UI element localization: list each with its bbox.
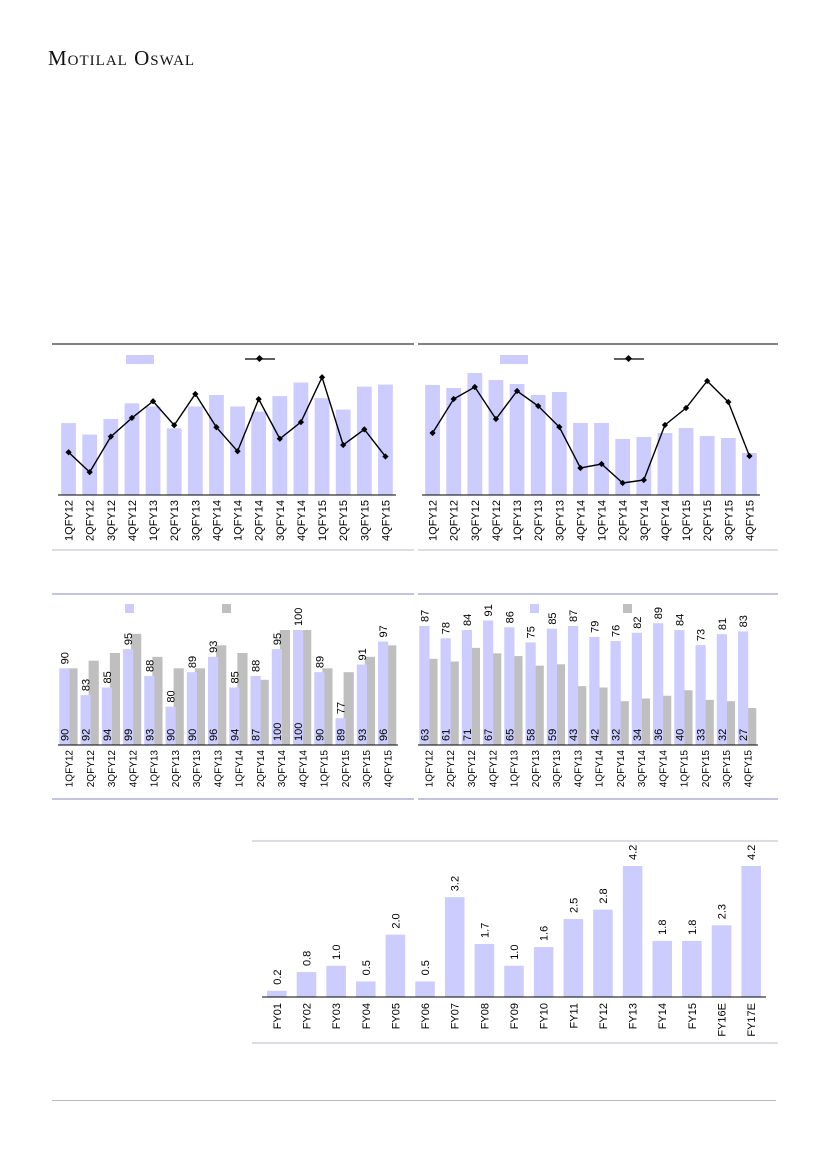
data-label-series-2: 40 xyxy=(674,728,687,741)
x-tick-label: 4QFY14 xyxy=(298,750,310,788)
x-tick-label: FY05 xyxy=(390,1003,403,1030)
data-label-series-2: 36 xyxy=(653,728,666,741)
bar xyxy=(415,981,435,997)
x-tick-label: 1QFY14 xyxy=(232,500,245,541)
data-label-series-2: 87 xyxy=(250,728,263,741)
x-tick-label: 1QFY13 xyxy=(148,500,161,541)
x-tick-label: 2QFY15 xyxy=(702,500,715,541)
x-tick-label: 4QFY15 xyxy=(380,500,393,541)
data-label-series-2: 100 xyxy=(293,722,306,741)
bar xyxy=(378,385,393,495)
bar xyxy=(510,384,525,495)
data-label-series-1: 85 xyxy=(546,612,559,625)
data-label-series-1: 97 xyxy=(378,625,391,638)
x-tick-label: 2QFY14 xyxy=(615,750,627,788)
data-label-series-1: 84 xyxy=(461,613,474,627)
bar xyxy=(658,433,673,495)
data-label-series-2: 71 xyxy=(461,728,474,741)
x-tick-label: FY14 xyxy=(657,1003,670,1030)
x-tick-label: 1QFY14 xyxy=(234,750,246,788)
x-tick-label: FY02 xyxy=(301,1003,314,1030)
x-tick-label: 1QFY12 xyxy=(63,500,76,541)
chart-5 xyxy=(252,835,778,1047)
bar xyxy=(294,383,309,496)
data-label-series-2: 59 xyxy=(546,728,559,741)
chart-4 xyxy=(418,588,778,803)
data-label-series-1: 77 xyxy=(335,701,348,715)
data-label-series-1: 90 xyxy=(59,652,72,665)
x-tick-label: 4QFY12 xyxy=(126,500,139,541)
bar-series-1 xyxy=(738,631,751,745)
x-tick-label: 3QFY13 xyxy=(190,500,203,541)
data-label-series-2: 63 xyxy=(419,728,432,741)
data-label: 3.2 xyxy=(449,875,462,892)
x-tick-label: FY12 xyxy=(597,1003,610,1030)
x-tick-label: 4QFY15 xyxy=(743,750,755,788)
legend-line-marker xyxy=(625,355,632,362)
bar xyxy=(489,380,504,495)
bar xyxy=(61,423,76,495)
x-tick-label: 4QFY14 xyxy=(659,500,672,541)
x-tick-label: FY06 xyxy=(420,1003,433,1030)
bar xyxy=(534,947,554,997)
bar xyxy=(446,388,461,495)
data-label-series-2: 34 xyxy=(631,728,644,741)
bar xyxy=(445,897,465,997)
data-label-series-1: 89 xyxy=(186,655,199,669)
data-label: 2.0 xyxy=(390,913,403,929)
x-tick-label: 3QFY13 xyxy=(192,750,204,788)
bar xyxy=(682,941,702,997)
x-tick-label: 1QFY12 xyxy=(427,500,440,541)
x-tick-label: 2QFY14 xyxy=(253,500,266,541)
data-label-series-2: 100 xyxy=(271,722,284,741)
data-label: 4.2 xyxy=(627,844,640,860)
bar-series-1 xyxy=(462,630,472,745)
data-label-series-2: 96 xyxy=(208,728,221,741)
x-tick-label: FY10 xyxy=(538,1003,551,1030)
x-tick-label: FY01 xyxy=(271,1003,284,1030)
x-tick-label: 3QFY12 xyxy=(469,500,482,541)
x-tick-label: 3QFY14 xyxy=(638,500,651,541)
bar xyxy=(700,436,715,495)
x-tick-label: 2QFY13 xyxy=(170,750,182,788)
data-label-series-2: 90 xyxy=(314,728,327,741)
data-label-series-1: 79 xyxy=(589,620,602,633)
x-tick-label: FY07 xyxy=(449,1003,462,1030)
x-tick-label: FY03 xyxy=(331,1003,344,1030)
data-label-series-1: 84 xyxy=(674,613,687,627)
bar xyxy=(188,406,203,495)
x-tick-label: 1QFY12 xyxy=(64,750,76,788)
data-label-series-1: 83 xyxy=(738,615,751,628)
data-label-series-1: 95 xyxy=(123,632,136,646)
data-label: 0.5 xyxy=(360,960,373,976)
bar-series-1 xyxy=(568,626,581,745)
x-tick-label: FY04 xyxy=(360,1003,373,1030)
data-label: 1.6 xyxy=(538,925,551,942)
data-label: 2.3 xyxy=(716,903,729,920)
x-tick-label: FY16E xyxy=(716,1003,729,1037)
x-tick-label: 3QFY15 xyxy=(359,500,372,541)
x-tick-label: 1QFY13 xyxy=(149,750,161,788)
data-label-series-2: 89 xyxy=(335,728,348,741)
bar xyxy=(742,453,757,495)
x-tick-label: FY11 xyxy=(568,1003,581,1029)
line-point xyxy=(319,374,325,380)
bar xyxy=(209,395,224,495)
x-tick-label: 4QFY14 xyxy=(295,500,308,541)
x-tick-label: 1QFY13 xyxy=(512,500,525,541)
data-label: 2.5 xyxy=(568,897,581,914)
legend-line-marker xyxy=(256,355,263,362)
data-label-series-1: 86 xyxy=(504,611,517,624)
bar xyxy=(623,866,643,997)
x-tick-label: 1QFY13 xyxy=(509,750,521,788)
data-label-series-1: 100 xyxy=(293,607,306,626)
data-label-series-2: 90 xyxy=(186,728,199,741)
bar xyxy=(167,428,182,495)
x-tick-label: 1QFY14 xyxy=(594,750,606,788)
data-label-series-2: 93 xyxy=(144,728,157,741)
legend-swatch-2 xyxy=(623,604,632,613)
x-tick-label: 1QFY14 xyxy=(596,500,609,541)
data-label: 2.8 xyxy=(597,888,610,904)
legend-bar-swatch xyxy=(126,355,154,364)
x-tick-label: 3QFY15 xyxy=(723,500,736,541)
data-label-series-1: 87 xyxy=(419,609,432,622)
bar xyxy=(652,941,672,997)
x-tick-label: FY08 xyxy=(479,1003,492,1030)
x-tick-label: 4QFY12 xyxy=(488,750,500,788)
data-label: 1.8 xyxy=(686,919,699,935)
x-tick-label: 4QFY12 xyxy=(128,750,140,788)
data-label-series-1: 85 xyxy=(101,671,114,684)
bar xyxy=(425,385,440,495)
bar xyxy=(336,410,351,495)
x-tick-label: 3QFY13 xyxy=(554,500,567,541)
data-label-series-1: 85 xyxy=(229,671,242,684)
line-point xyxy=(256,396,262,402)
data-label-series-2: 94 xyxy=(229,728,242,741)
chart-2 xyxy=(418,338,778,553)
x-tick-label: 3QFY15 xyxy=(722,750,734,788)
data-label: 0.8 xyxy=(301,950,314,967)
bar xyxy=(251,412,266,495)
x-tick-label: 2QFY12 xyxy=(448,500,461,541)
bar xyxy=(357,387,372,495)
x-tick-label: 2QFY13 xyxy=(169,500,182,541)
data-label-series-2: 92 xyxy=(80,728,93,741)
data-label-series-2: 27 xyxy=(738,728,751,741)
bar xyxy=(467,373,482,495)
x-tick-label: 1QFY15 xyxy=(679,750,691,788)
data-label-series-1: 89 xyxy=(314,655,327,669)
bar xyxy=(615,439,630,495)
x-tick-label: 2QFY12 xyxy=(445,750,457,788)
x-tick-label: 2QFY13 xyxy=(533,500,546,541)
x-tick-label: 2QFY15 xyxy=(340,750,352,788)
bar-series-1 xyxy=(717,634,727,745)
x-tick-label: FY15 xyxy=(686,1003,699,1030)
x-tick-label: 1QFY15 xyxy=(317,500,330,541)
x-tick-label: 3QFY14 xyxy=(274,500,287,541)
data-label-series-2: 32 xyxy=(610,728,623,741)
data-label-series-1: 82 xyxy=(631,616,644,629)
data-label: 1.0 xyxy=(509,944,521,960)
data-label-series-2: 43 xyxy=(568,728,581,741)
data-label: 0.5 xyxy=(420,960,433,976)
bar xyxy=(272,396,287,495)
x-tick-label: 4QFY15 xyxy=(744,500,757,541)
data-label-series-2: 90 xyxy=(165,728,178,741)
data-label-series-2: 33 xyxy=(695,728,708,741)
x-tick-label: 1QFY12 xyxy=(424,750,436,788)
x-tick-label: 3QFY12 xyxy=(467,750,479,788)
legend-swatch-1 xyxy=(125,604,134,613)
x-tick-label: 4QFY13 xyxy=(573,750,585,788)
x-tick-label: FY13 xyxy=(627,1003,640,1030)
chart-1 xyxy=(52,338,414,553)
bar xyxy=(679,428,694,495)
bar xyxy=(531,395,546,495)
brand-logo: Motilal Oswal xyxy=(48,46,196,70)
bar xyxy=(564,919,584,997)
x-tick-label: 4QFY14 xyxy=(575,500,588,541)
data-label-series-1: 89 xyxy=(653,606,666,620)
bar-series-1 xyxy=(632,633,642,745)
bar xyxy=(594,423,609,495)
x-tick-label: 3QFY14 xyxy=(277,750,289,788)
data-label: 1.7 xyxy=(479,922,492,938)
data-label-series-2: 42 xyxy=(589,728,602,741)
footer-rule xyxy=(52,1100,776,1101)
data-label-series-1: 76 xyxy=(610,624,623,637)
bar-series-1 xyxy=(674,630,687,745)
data-label-series-2: 61 xyxy=(440,728,453,741)
legend-swatch-2 xyxy=(222,604,231,613)
x-tick-label: 2QFY12 xyxy=(85,750,97,788)
bar xyxy=(103,419,118,495)
data-label-series-1: 93 xyxy=(208,640,221,653)
data-label: 1.8 xyxy=(657,919,670,935)
bar xyxy=(267,991,287,997)
data-label-series-1: 88 xyxy=(144,659,157,672)
x-tick-label: FY17E xyxy=(746,1003,759,1037)
data-label-series-2: 67 xyxy=(483,728,496,741)
data-label-series-2: 96 xyxy=(378,728,391,741)
x-tick-label: 2QFY14 xyxy=(617,500,630,541)
x-tick-label: 2QFY13 xyxy=(530,750,542,788)
bar xyxy=(552,392,567,495)
data-label-series-1: 75 xyxy=(525,626,538,639)
data-label-series-2: 99 xyxy=(123,728,136,741)
x-tick-label: 4QFY15 xyxy=(383,750,395,788)
data-label-series-2: 65 xyxy=(504,728,517,741)
bar xyxy=(475,944,495,997)
bar xyxy=(82,435,97,495)
data-label-series-2: 58 xyxy=(525,728,538,741)
data-label: 0.2 xyxy=(271,969,284,985)
data-label-series-2: 32 xyxy=(716,728,729,741)
x-tick-label: 4QFY14 xyxy=(658,750,670,788)
data-label-series-1: 80 xyxy=(165,690,178,703)
chart-3 xyxy=(52,588,414,803)
bar xyxy=(721,438,736,495)
data-label-series-2: 90 xyxy=(59,728,72,741)
data-label-series-1: 78 xyxy=(440,622,453,635)
data-label: 4.2 xyxy=(746,844,759,860)
bar xyxy=(741,866,761,997)
bar xyxy=(386,935,406,997)
data-label-series-1: 83 xyxy=(80,678,93,692)
bar-series-1 xyxy=(483,620,496,745)
x-tick-label: 4QFY12 xyxy=(490,500,503,541)
bar xyxy=(712,925,732,997)
x-tick-label: 2QFY15 xyxy=(700,750,712,788)
x-tick-label: 3QFY12 xyxy=(107,750,119,788)
legend-bar-swatch xyxy=(500,355,528,364)
bar xyxy=(146,406,161,495)
x-tick-label: 2QFY15 xyxy=(338,500,351,541)
data-label: 1.0 xyxy=(331,944,344,960)
data-label-series-1: 81 xyxy=(716,617,729,631)
bar-series-1 xyxy=(504,627,517,745)
data-label-series-1: 95 xyxy=(271,632,284,646)
bar-series-1 xyxy=(547,629,557,745)
bar-series-1 xyxy=(419,626,432,745)
x-tick-label: 1QFY15 xyxy=(681,500,694,541)
data-label-series-2: 94 xyxy=(101,728,114,741)
x-tick-label: 2QFY14 xyxy=(255,750,267,788)
x-tick-label: 3QFY15 xyxy=(362,750,374,788)
bar xyxy=(297,972,317,997)
bar xyxy=(593,910,613,997)
x-tick-label: 3QFY13 xyxy=(552,750,564,788)
data-label-series-2: 93 xyxy=(356,728,369,741)
bar xyxy=(326,966,346,997)
bar xyxy=(315,398,330,495)
data-label-series-1: 91 xyxy=(356,648,369,661)
x-tick-label: 4QFY14 xyxy=(211,500,224,541)
x-tick-label: 2QFY12 xyxy=(84,500,97,541)
x-tick-label: 4QFY13 xyxy=(213,750,225,788)
data-label-series-1: 73 xyxy=(695,628,708,642)
legend-swatch-1 xyxy=(530,604,539,613)
bar xyxy=(504,966,524,997)
data-label-series-1: 88 xyxy=(250,659,263,672)
x-tick-label: 1QFY15 xyxy=(319,750,331,788)
data-label-series-1: 91 xyxy=(483,604,496,617)
bar xyxy=(356,981,376,997)
bar-series-1 xyxy=(653,623,666,745)
x-tick-label: FY09 xyxy=(509,1003,521,1030)
x-tick-label: 3QFY12 xyxy=(105,500,118,541)
x-tick-label: 3QFY14 xyxy=(637,750,649,788)
data-label-series-1: 87 xyxy=(568,609,581,622)
